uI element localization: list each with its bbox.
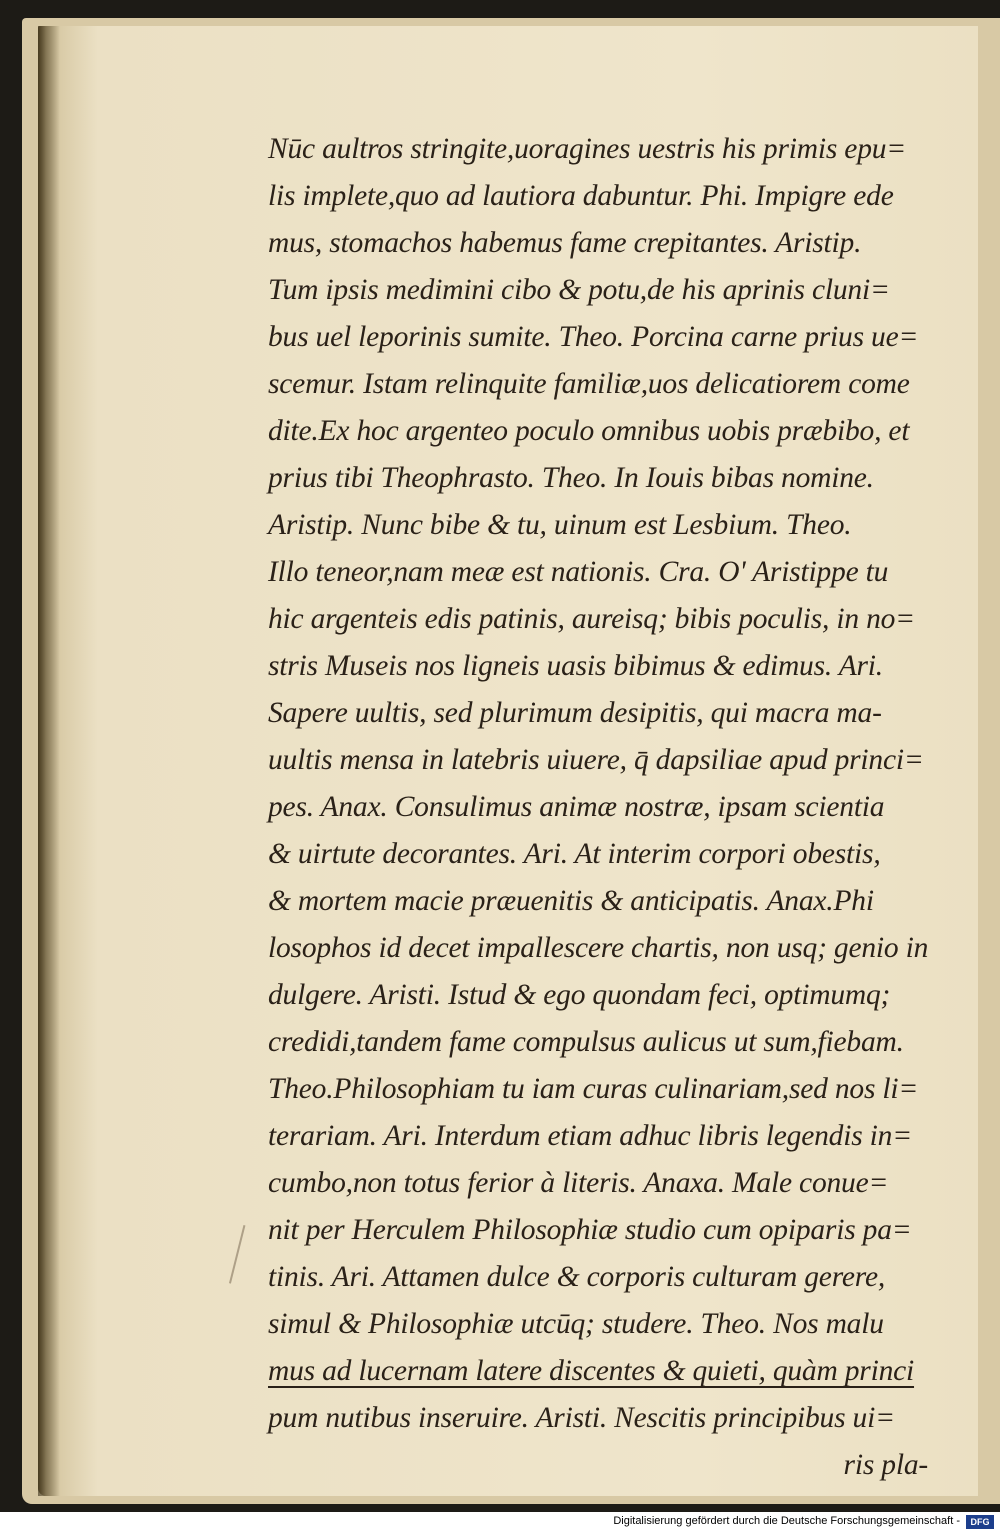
text-line: Aristip. Nunc bibe & tu, uinum est Lesbium. Theo. xyxy=(268,509,852,541)
footer-credit: Digitalisierung gefördert durch die Deutsche Forschungsgemeinschaft - xyxy=(613,1515,960,1527)
text-line-underlined: mus ad lucernam latere discentes & quieti, quàm princi xyxy=(268,1355,915,1387)
text-line: dulgere. Aristi. Istud & ego quondam feci, optimumq; xyxy=(268,979,891,1011)
text-line: nit per Herculem Philosophiæ studio cum opiparis pa= xyxy=(268,1214,912,1246)
text-line: tinis. Ari. Attamen dulce & corporis culturam gerere, xyxy=(268,1261,886,1293)
text-line: Nūc aultros stringite,uoragines uestris his primis epu= xyxy=(268,133,907,165)
text-line: Tum ipsis medimini cibo & potu,de his aprinis cluni= xyxy=(268,274,890,306)
text-line: prius tibi Theophrasto. Theo. In Iouis bibas nomine. xyxy=(268,462,874,494)
text-line: Sapere uultis, sed plurimum desipitis, qui macra ma- xyxy=(268,697,882,729)
text-line: & uirtute decorantes. Ari. At interim corpori obestis, xyxy=(268,838,881,870)
text-line: simul & Philosophiæ utcūq; studere. Theo. Nos malu xyxy=(268,1308,884,1340)
dfg-logo-icon: DFG xyxy=(966,1515,994,1529)
text-line: mus, stomachos habemus fame crepitantes. Aristip. xyxy=(268,227,862,259)
text-line: & mortem macie præuenitis & anticipatis. Anax.Phi xyxy=(268,885,874,917)
text-line: dite.Ex hoc argenteo poculo omnibus uobis præbibo, et xyxy=(268,415,910,447)
text-line: cumbo,non totus ferior à literis. Anaxa. Male conue= xyxy=(268,1167,889,1199)
text-line: uultis mensa in latebris uiuere, q̄ dapsiliae apud princi= xyxy=(268,744,924,776)
text-line: bus uel leporinis sumite. Theo. Porcina carne prius ue= xyxy=(268,321,919,353)
text-line: scemur. Istam relinquite familiæ,uos delicatiorem come xyxy=(268,368,910,400)
text-line: pum nutibus inseruire. Aristi. Nescitis principibus ui= xyxy=(268,1402,895,1434)
text-line: Illo teneor,nam meæ est nationis. Cra. O' Aristippe tu xyxy=(268,556,889,588)
text-line: pes. Anax. Consulimus animæ nostræ, ipsam scientia xyxy=(268,791,885,823)
text-line: hic argenteis edis patinis, aureisq; bibis poculis, in no= xyxy=(268,603,915,635)
text-line: Theo.Philosophiam tu iam curas culinariam,sed nos li= xyxy=(268,1073,919,1105)
footer-bar xyxy=(0,1512,1000,1533)
text-line: terariam. Ari. Interdum etiam adhuc libris legendis in= xyxy=(268,1120,912,1152)
catchword-line: ris pla- xyxy=(843,1449,928,1481)
page-text-block xyxy=(268,126,948,1489)
text-line: stris Museis nos ligneis uasis bibimus & edimus. Ari. xyxy=(268,650,883,682)
text-line: lis implete,quo ad lautiora dabuntur. Phi. Impigre ede xyxy=(268,180,894,212)
gutter-shadow xyxy=(38,26,60,1496)
text-line: losophos id decet impallescere chartis, non usq; genio in xyxy=(268,932,929,964)
text-line: credidi,tandem fame compulsus aulicus ut sum,fiebam. xyxy=(268,1026,904,1058)
